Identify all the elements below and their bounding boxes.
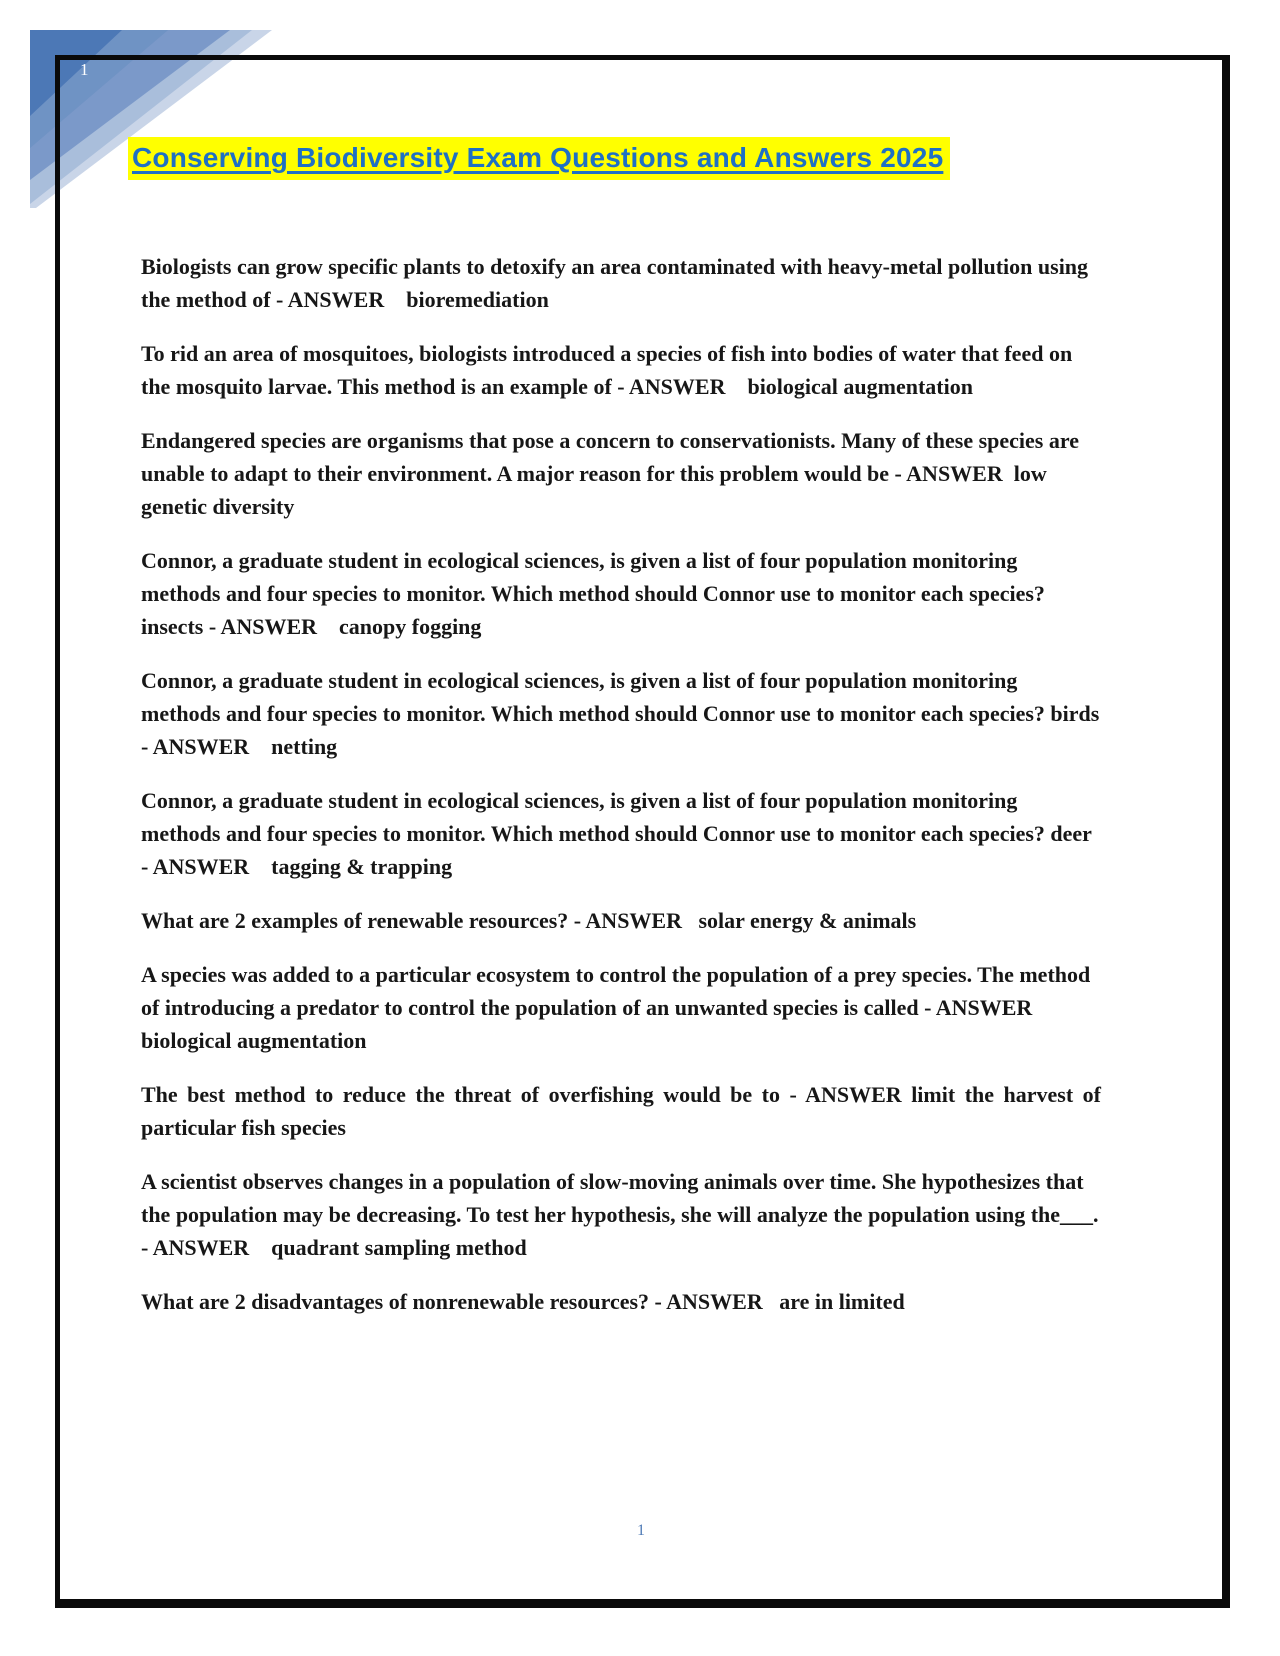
page-number-top: 1 [80, 60, 89, 79]
qa-paragraph: Connor, a graduate student in ecological sciences, is given a list of four population monitoring methods and four species to monitor. Which method should Connor use to monitor each species? birds - ANSWER netting [141, 668, 1105, 759]
qa-paragraph: Connor, a graduate student in ecological sciences, is given a list of four population monitoring methods and four species to monitor. Which method should Connor use to monitor each species? insects - ANSWER canopy fogging [141, 548, 1051, 639]
qa-paragraph: Connor, a graduate student in ecological sciences, is given a list of four population monitoring methods and four species to monitor. Which method should Connor use to monitor each species? deer - ANSWER tagging & trapping [141, 788, 1098, 879]
qa-paragraph: Endangered species are organisms that pose a concern to conservationists. Many of these species are unable to adapt to their environment. A major reason for this problem would be - ANSWER low genetic diversity [141, 428, 1085, 519]
qa-paragraph: A species was added to a particular ecosystem to control the population of a prey species. The method of introducing a predator to control the population of an unwanted species is called - ANSWER biological augmentation [141, 962, 1096, 1053]
page-number-bottom: 1 [637, 1522, 645, 1539]
qa-paragraph: What are 2 examples of renewable resources? - ANSWER solar energy & animals [141, 908, 917, 933]
qa-paragraph: A scientist observes changes in a population of slow-moving animals over time. She hypothesizes that the population may be decreasing. To test her hypothesis, she will analyze the population using the___. - ANSWER quadrant sampling method [141, 1169, 1105, 1260]
qa-paragraph: What are 2 disadvantages of nonrenewable resources? - ANSWER are in limited [141, 1289, 905, 1314]
qa-paragraph: The best method to reduce the threat of overfishing would be to - ANSWER limit the harvest of particular fish species [141, 1082, 1107, 1140]
document-title-link[interactable]: Conserving Biodiversity Exam Questions and Answers 2025 [128, 137, 950, 180]
qa-paragraph: Biologists can grow specific plants to detoxify an area contaminated with heavy-metal pollution using the method of - ANSWER bioremediation [141, 254, 1094, 312]
document-content [132, 137, 1107, 1339]
qa-list [141, 250, 1107, 1318]
qa-paragraph: To rid an area of mosquitoes, biologists introduced a species of fish into bodies of water that feed on the mosquito larvae. This method is an example of - ANSWER biological augmentation [141, 341, 1078, 399]
